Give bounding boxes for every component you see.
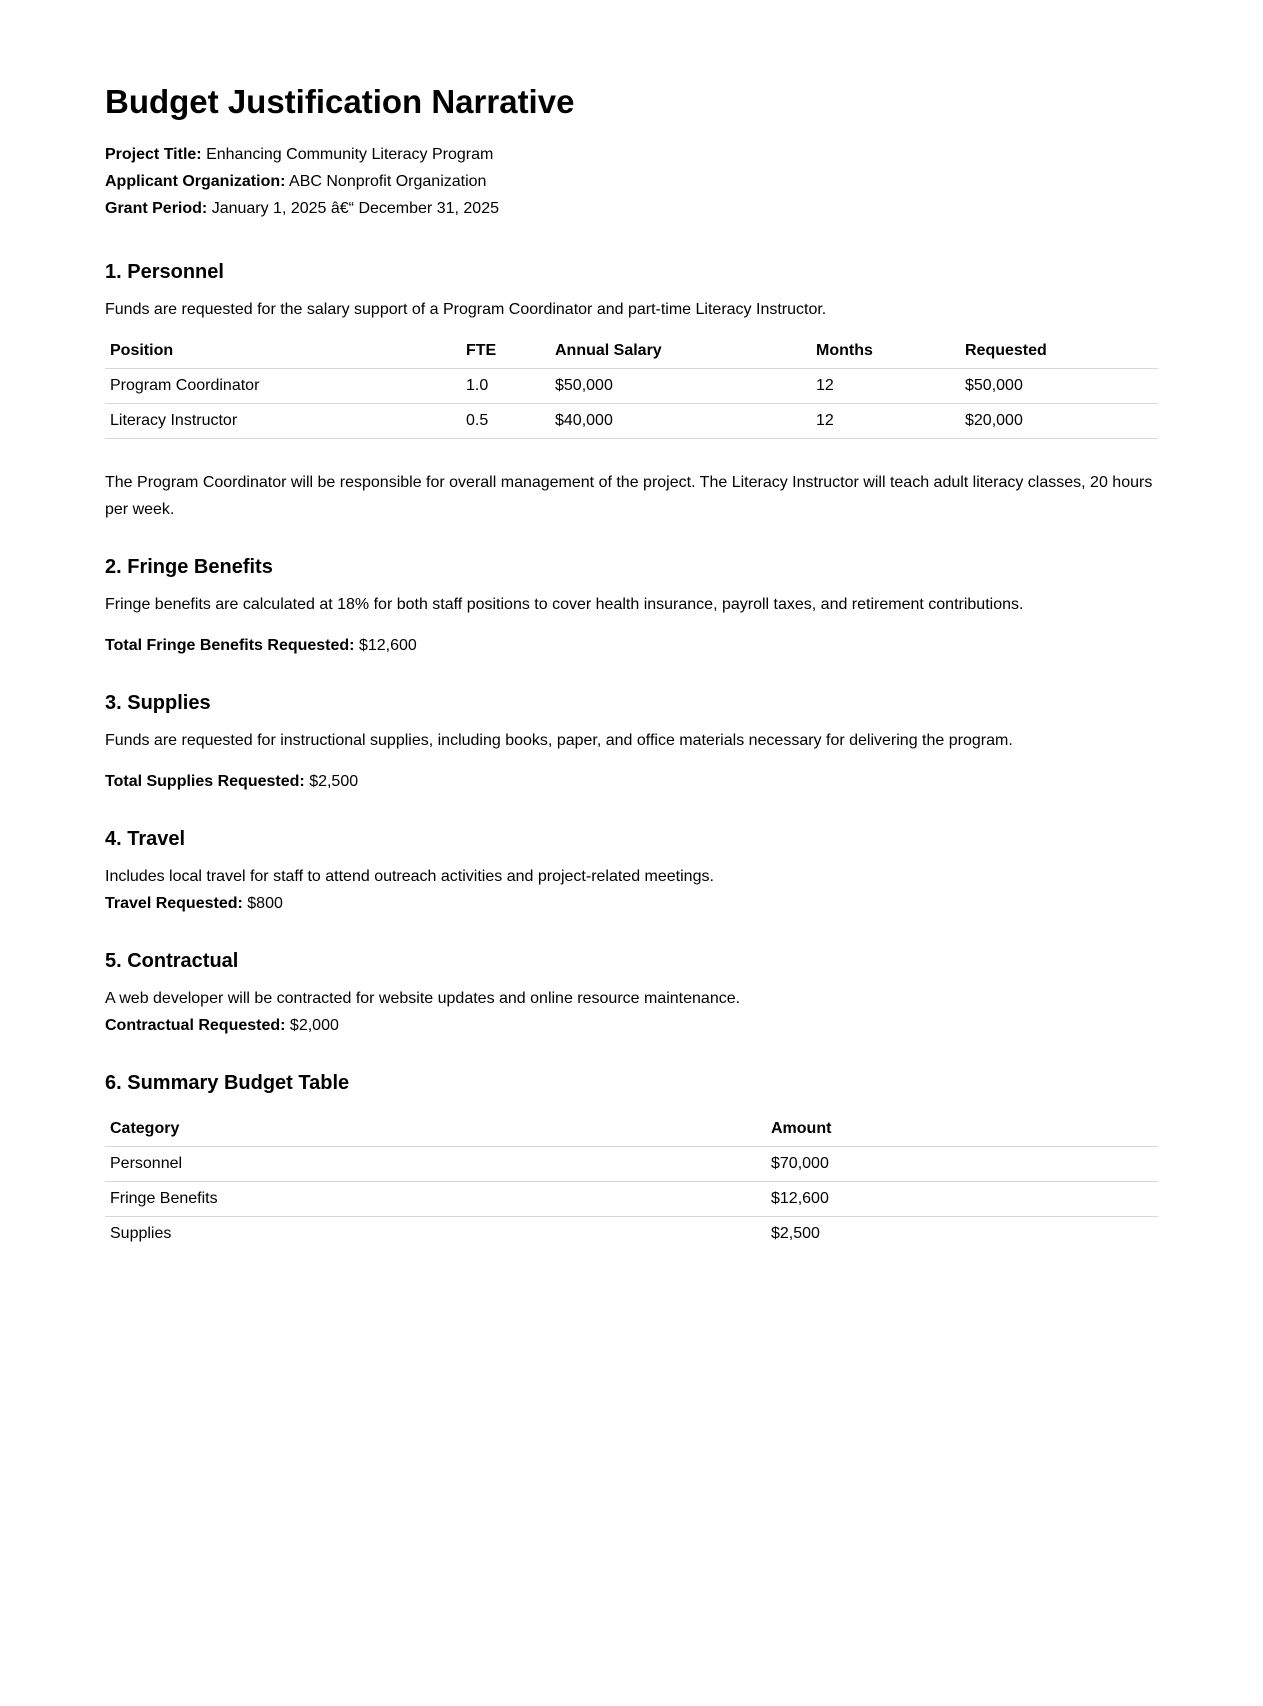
personnel-table <box>105 333 1158 439</box>
column-header: Category <box>105 1111 766 1147</box>
table-row <box>105 1147 1158 1182</box>
travel-heading: 4. Travel <box>105 828 186 850</box>
fringe-total-label: Total Fringe Benefits Requested: <box>105 637 355 654</box>
fringe-total <box>105 632 1158 659</box>
fringe-intro: Fringe benefits are calculated at 18% for both staff positions to cover health insurance, payroll taxes, and retirement contributions. <box>105 596 1024 613</box>
summary-table <box>105 1111 1158 1251</box>
project-title-value: Enhancing Community Literacy Program <box>206 146 494 163</box>
grant-period-label: Grant Period: <box>105 200 208 217</box>
column-header: Position <box>105 333 461 369</box>
table-cell: 1.0 <box>461 369 550 404</box>
table-cell: $40,000 <box>550 404 811 439</box>
contractual-section <box>105 947 1158 1039</box>
applicant-line <box>105 168 1158 195</box>
summary-heading: 6. Summary Budget Table <box>105 1072 350 1094</box>
table-header-row <box>105 333 1158 369</box>
table-cell: Fringe Benefits <box>105 1182 766 1217</box>
table-cell: Program Coordinator <box>105 369 461 404</box>
table-cell: Personnel <box>105 1147 766 1182</box>
applicant-label: Applicant Organization: <box>105 173 286 190</box>
personnel-heading: 1. Personnel <box>105 261 224 283</box>
column-header: FTE <box>461 333 550 369</box>
table-row <box>105 1217 1158 1252</box>
contractual-total <box>105 1012 1158 1039</box>
travel-total <box>105 890 1158 917</box>
table-row <box>105 1182 1158 1217</box>
fringe-heading: 2. Fringe Benefits <box>105 556 273 578</box>
personnel-section <box>105 258 1158 523</box>
contractual-intro: A web developer will be contracted for website updates and online resource maintenance. <box>105 990 741 1007</box>
project-meta <box>105 141 1158 222</box>
supplies-total <box>105 768 1158 795</box>
column-header: Annual Salary <box>550 333 811 369</box>
travel-intro: Includes local travel for staff to attend outreach activities and project-related meetings. <box>105 868 714 885</box>
table-cell: 12 <box>811 369 960 404</box>
table-cell: $20,000 <box>960 404 1158 439</box>
project-title-line <box>105 141 1158 168</box>
travel-total-label: Travel Requested: <box>105 895 243 912</box>
grant-period-line <box>105 195 1158 222</box>
supplies-heading: 3. Supplies <box>105 692 211 714</box>
table-cell: 0.5 <box>461 404 550 439</box>
table-cell: $50,000 <box>550 369 811 404</box>
column-header: Amount <box>766 1111 1158 1147</box>
table-cell: 12 <box>811 404 960 439</box>
column-header: Requested <box>960 333 1158 369</box>
travel-total-value: $800 <box>247 895 283 912</box>
supplies-section <box>105 689 1158 795</box>
applicant-value: ABC Nonprofit Organization <box>289 173 487 190</box>
project-title-label: Project Title: <box>105 146 202 163</box>
table-row <box>105 369 1158 404</box>
fringe-section <box>105 553 1158 659</box>
page-title: Budget Justification Narrative <box>105 83 575 120</box>
supplies-intro: Funds are requested for instructional supplies, including books, paper, and office materials necessary for delivering the program. <box>105 732 1013 749</box>
table-row <box>105 404 1158 439</box>
table-cell: $2,500 <box>771 1225 820 1242</box>
table-cell: $50,000 <box>960 369 1158 404</box>
table-header-row <box>105 1111 1158 1147</box>
supplies-total-label: Total Supplies Requested: <box>105 773 305 790</box>
supplies-total-value: $2,500 <box>309 773 359 790</box>
contractual-heading: 5. Contractual <box>105 950 239 972</box>
table-cell: $12,600 <box>766 1182 1158 1217</box>
personnel-description: The Program Coordinator will be responsible for overall management of the project. The Literacy Instructor will teach adult literacy classes, 20 hours per week. <box>105 474 1153 518</box>
summary-section <box>105 1069 1158 1251</box>
personnel-intro: Funds are requested for the salary support of a Program Coordinator and part-time Literacy Instructor. <box>105 301 827 318</box>
travel-section <box>105 825 1158 917</box>
contractual-total-value: $2,000 <box>289 1017 339 1034</box>
table-cell: Supplies <box>110 1225 172 1242</box>
contractual-total-label: Contractual Requested: <box>105 1017 286 1034</box>
fringe-total-value: $12,600 <box>358 637 417 654</box>
column-header: Months <box>811 333 960 369</box>
table-cell: $70,000 <box>766 1147 1158 1182</box>
table-cell: Literacy Instructor <box>105 404 461 439</box>
grant-period-value: January 1, 2025 â€“ December 31, 2025 <box>211 200 499 217</box>
